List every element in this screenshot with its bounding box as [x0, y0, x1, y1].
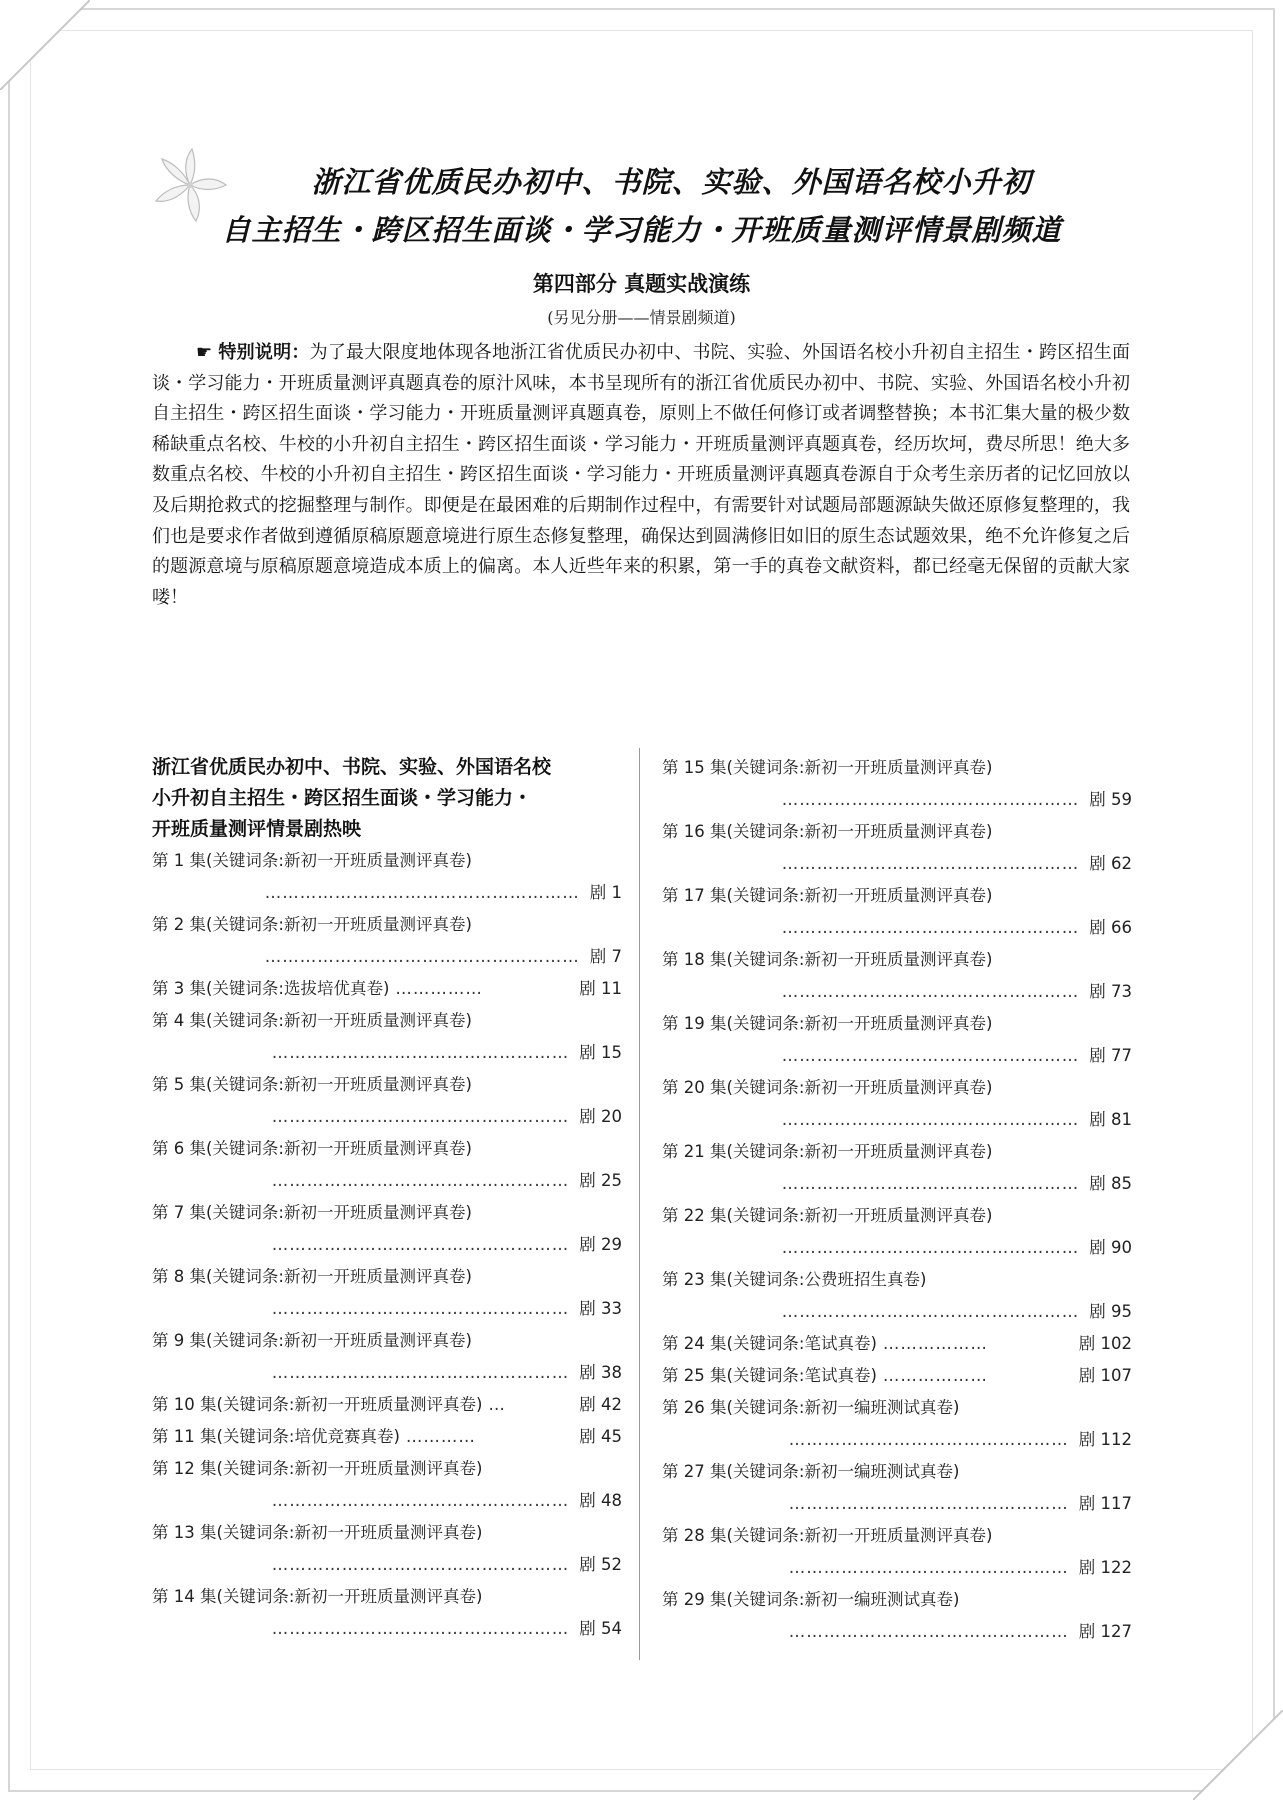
toc-entry-leader-line — [662, 1168, 1132, 1200]
toc-entry-page: 剧 29 — [579, 1235, 622, 1254]
toc-left-column — [152, 752, 622, 1645]
toc-entry[interactable] — [152, 1325, 622, 1389]
toc-entry-leader-line — [152, 1485, 622, 1517]
toc-entry-label: 第 9 集(关键词条:新初一开班质量测评真卷) — [152, 1331, 472, 1350]
toc-entry-leader: …………………………………………… — [271, 1107, 570, 1126]
toc-entry-label: 第 11 集(关键词条:培优竞赛真卷) — [152, 1427, 400, 1446]
toc-entry[interactable] — [662, 1200, 1132, 1264]
toc-entry-leader-line — [152, 1037, 622, 1069]
toc-entry[interactable] — [152, 1421, 622, 1453]
toc-entry-leader: …………………………………………… — [271, 1235, 570, 1254]
main-title-line-2: 自主招生・跨区招生面谈・学习能力・开班质量测评情景剧频道 — [221, 213, 1062, 247]
toc-entry-leader: …………………………………………… — [271, 1555, 570, 1574]
toc-entry-page: 剧 127 — [1078, 1622, 1132, 1641]
toc-entry-leader: …………………………………………… — [781, 854, 1080, 873]
toc-entry-leader: ……………… — [882, 1366, 988, 1385]
toc-entry-label: 第 27 集(关键词条:新初一编班测试真卷) — [662, 1462, 960, 1481]
toc-entry-leader-line — [152, 1357, 622, 1389]
toc-entry[interactable] — [662, 944, 1132, 1008]
toc-entry-page: 剧 54 — [579, 1619, 622, 1638]
toc-entry-leader-line — [662, 1104, 1132, 1136]
toc-entry-page: 剧 81 — [1089, 1110, 1132, 1129]
pointing-hand-icon: ☛ — [196, 342, 213, 363]
toc-entry[interactable] — [662, 1136, 1132, 1200]
toc-entry-page: 剧 73 — [1089, 982, 1132, 1001]
toc-entry-leader: ……………………………………………… — [264, 947, 580, 966]
toc-entry-label: 第 19 集(关键词条:新初一开班质量测评真卷) — [662, 1014, 993, 1033]
section-subheading: (另见分册——情景剧频道) — [547, 308, 736, 327]
toc-entry-label: 第 18 集(关键词条:新初一开班质量测评真卷) — [662, 950, 993, 969]
toc-entry-label: 第 10 集(关键词条:新初一开班质量测评真卷) — [152, 1395, 483, 1414]
toc-title-line-2: 小升初自主招生・跨区招生面谈・学习能力・ — [152, 787, 533, 809]
toc-entry[interactable] — [662, 1264, 1132, 1328]
toc-entry-leader-line — [662, 1552, 1132, 1584]
toc-entry-leader: ……………………………………………… — [264, 883, 580, 902]
toc-entry-label: 第 1 集(关键词条:新初一开班质量测评真卷) — [152, 851, 472, 870]
toc-entry-leader: …………………………………………… — [271, 1491, 570, 1510]
toc-left-list — [152, 845, 622, 1645]
toc-entry-leader-line — [662, 1424, 1132, 1456]
toc-entry-page: 剧 59 — [1089, 790, 1132, 809]
toc-entry-leader-line — [662, 1232, 1132, 1264]
toc-entry[interactable] — [662, 880, 1132, 944]
toc-entry-label: 第 23 集(关键词条:公费班招生真卷) — [662, 1270, 927, 1289]
toc-entry[interactable] — [152, 1517, 622, 1581]
toc-title-line-3: 开班质量测评情景剧热映 — [152, 818, 362, 840]
toc-entry[interactable] — [662, 1456, 1132, 1520]
toc-entry[interactable] — [152, 973, 622, 1005]
toc-entry-leader: …………………………………………… — [781, 918, 1080, 937]
toc-entry-leader: …………………………………………… — [781, 1110, 1080, 1129]
toc-entry-label: 第 24 集(关键词条:笔试真卷) — [662, 1334, 877, 1353]
toc-entry-leader: …………………………………………… — [781, 790, 1080, 809]
note-lead: 特别说明： — [218, 342, 310, 363]
toc-entry-page: 剧 112 — [1078, 1430, 1132, 1449]
toc-entry-leader: … — [488, 1395, 506, 1414]
toc-entry-label: 第 12 集(关键词条:新初一开班质量测评真卷) — [152, 1459, 483, 1478]
note-body: 为了最大限度地体现各地浙江省优质民办初中、书院、实验、外国语名校小升初自主招生・跨区招生面谈・学习能力・开班质量测评真题真卷的原汁风味，本书呈现所有的浙江省优质民办初中、书院、实验、外国语名校小升初自主招生・跨区招生面谈・学习能力・开班质量测评真题真卷，原则上不做任何修订或者调整替换；本书汇集大量的极少数稀缺重点名校、牛校的小升初自主招生・跨区招生面谈・学习能力・开班质量测评真题真卷，经历坎坷，费尽所思！绝大多数重点名校、牛校的小升初自主招生・跨区招生面谈・学习能力・开班质量测评真题真卷源自于众考生亲历者的记忆回放以及后期抢救式的挖掘整理与制作。即便是在最困难的后期制作过程中，有需要针对试题局部题源缺失做还原修复整理的，我们也是要求作者做到遵循原稿原题意境进行原生态修复整理，确保达到圆满修旧如旧的原生态试题效果，绝不允许修复之后的题源意境与原稿原题意境造成本质上的偏离。本人近些年来的积累，第一手的真卷文献资料，都已经毫无保留的贡献大家喽！ — [152, 342, 1131, 608]
toc-entry-label: 第 6 集(关键词条:新初一开班质量测评真卷) — [152, 1139, 472, 1158]
toc-entry-leader-line — [152, 1101, 622, 1133]
toc-entry-leader-line — [662, 912, 1132, 944]
toc-right-list — [662, 752, 1132, 1648]
toc-entry-page: 剧 38 — [579, 1363, 622, 1382]
toc-entry-page: 剧 45 — [579, 1427, 622, 1446]
toc-entry[interactable] — [152, 1197, 622, 1261]
toc-entry-leader-line — [662, 976, 1132, 1008]
toc-entry-page: 剧 33 — [579, 1299, 622, 1318]
toc-entry-label: 第 14 集(关键词条:新初一开班质量测评真卷) — [152, 1587, 483, 1606]
column-divider — [639, 748, 640, 1660]
toc-entry[interactable] — [662, 1360, 1132, 1392]
toc-entry[interactable] — [152, 1005, 622, 1069]
toc-entry[interactable] — [152, 909, 622, 973]
toc-entry-page: 剧 52 — [579, 1555, 622, 1574]
toc-entry-leader: ………………………………………… — [788, 1622, 1069, 1641]
toc-entry-leader-line — [662, 784, 1132, 816]
toc-entry-page: 剧 7 — [589, 947, 622, 966]
toc-entry-label: 第 8 集(关键词条:新初一开班质量测评真卷) — [152, 1267, 472, 1286]
toc-entry-page: 剧 117 — [1078, 1494, 1132, 1513]
toc-entry-page: 剧 62 — [1089, 854, 1132, 873]
toc-entry-leader: …………… — [395, 979, 483, 998]
toc-entry-label: 第 15 集(关键词条:新初一开班质量测评真卷) — [662, 758, 993, 777]
toc-entry[interactable] — [152, 1581, 622, 1645]
toc-title-line-1: 浙江省优质民办初中、书院、实验、外国语名校 — [152, 756, 552, 778]
toc-entry-label: 第 26 集(关键词条:新初一编班测试真卷) — [662, 1398, 960, 1417]
toc-entry-page: 剧 1 — [589, 883, 622, 902]
toc-entry-label: 第 4 集(关键词条:新初一开班质量测评真卷) — [152, 1011, 472, 1030]
toc-entry[interactable] — [152, 1069, 622, 1133]
toc-entry-page: 剧 90 — [1089, 1238, 1132, 1257]
toc-entry-page: 剧 77 — [1089, 1046, 1132, 1065]
toc-entry[interactable] — [662, 1520, 1132, 1584]
toc-entry[interactable] — [152, 845, 622, 909]
toc-entry-leader: …………………………………………… — [271, 1619, 570, 1638]
toc-entry-label: 第 16 集(关键词条:新初一开班质量测评真卷) — [662, 822, 993, 841]
toc-entry-page: 剧 85 — [1089, 1174, 1132, 1193]
toc-entry-leader-line — [152, 1165, 622, 1197]
toc-entry-page: 剧 25 — [579, 1171, 622, 1190]
toc-entry-leader-line — [152, 941, 622, 973]
toc-entry-leader-line — [662, 1040, 1132, 1072]
toc-entry-leader: ………………………………………… — [788, 1430, 1069, 1449]
toc-entry-leader-line — [662, 1616, 1132, 1648]
toc-entry[interactable] — [152, 1453, 622, 1517]
toc-entry-leader-line — [152, 877, 622, 909]
toc-entry-leader: …………………………………………… — [271, 1171, 570, 1190]
toc-entry[interactable] — [662, 1072, 1132, 1136]
toc-entry-leader: …………………………………………… — [781, 1174, 1080, 1193]
toc-entry-leader: …………………………………………… — [271, 1363, 570, 1382]
toc-entry[interactable] — [662, 752, 1132, 816]
toc-entry[interactable] — [662, 1392, 1132, 1456]
toc-entry[interactable] — [662, 1584, 1132, 1648]
toc-entry-page: 剧 15 — [579, 1043, 622, 1062]
toc-entry-page: 剧 20 — [579, 1107, 622, 1126]
toc-entry-leader-line — [662, 1488, 1132, 1520]
toc-entry-page: 剧 95 — [1089, 1302, 1132, 1321]
toc-entry-label: 第 3 集(关键词条:选拔培优真卷) — [152, 979, 390, 998]
toc-entry-leader: …………………………………………… — [781, 1238, 1080, 1257]
toc-entry-leader: …………………………………………… — [781, 1046, 1080, 1065]
toc-entry-leader: ………………………………………… — [788, 1494, 1069, 1513]
toc-entry-label: 第 21 集(关键词条:新初一开班质量测评真卷) — [662, 1142, 993, 1161]
section-heading: 第四部分 真题实战演练 — [532, 272, 751, 296]
folded-corner-bottom-right-icon — [1193, 1710, 1283, 1800]
toc-entry-page: 剧 107 — [1078, 1366, 1132, 1385]
toc-entry-leader: ………… — [405, 1427, 476, 1446]
toc-entry-label: 第 20 集(关键词条:新初一开班质量测评真卷) — [662, 1078, 993, 1097]
toc-entry-label: 第 28 集(关键词条:新初一开班质量测评真卷) — [662, 1526, 993, 1545]
toc-entry-label: 第 29 集(关键词条:新初一编班测试真卷) — [662, 1590, 960, 1609]
toc-entry-leader: …………………………………………… — [271, 1299, 570, 1318]
toc-entry-leader-line — [152, 1549, 622, 1581]
toc-entry-page: 剧 48 — [579, 1491, 622, 1510]
toc-entry-label: 第 17 集(关键词条:新初一开班质量测评真卷) — [662, 886, 993, 905]
toc-entry-page: 剧 102 — [1078, 1334, 1132, 1353]
toc-entry-page: 剧 66 — [1089, 918, 1132, 937]
toc-entry[interactable] — [662, 816, 1132, 880]
toc-right-column — [662, 752, 1132, 1648]
toc-entry-label: 第 5 集(关键词条:新初一开班质量测评真卷) — [152, 1075, 472, 1094]
toc-entry-label: 第 13 集(关键词条:新初一开班质量测评真卷) — [152, 1523, 483, 1542]
folded-corner-top-left-icon — [0, 0, 90, 90]
toc-entry[interactable] — [152, 1389, 622, 1421]
toc-entry-leader-line — [662, 848, 1132, 880]
toc-entry-leader-line — [152, 1229, 622, 1261]
toc-entry-page: 剧 11 — [579, 979, 622, 998]
toc-entry[interactable] — [662, 1328, 1132, 1360]
main-title-line-1: 浙江省优质民办初中、书院、实验、外国语名校小升初 — [311, 165, 1032, 199]
toc-entry-leader-line — [662, 1296, 1132, 1328]
toc-entry-label: 第 7 集(关键词条:新初一开班质量测评真卷) — [152, 1203, 472, 1222]
toc-entry-page: 剧 122 — [1078, 1558, 1132, 1577]
special-note-paragraph — [152, 338, 1130, 613]
toc-entry-leader: …………………………………………… — [271, 1043, 570, 1062]
toc-entry-leader-line — [152, 1613, 622, 1645]
toc-entry-page: 剧 42 — [579, 1395, 622, 1414]
toc-entry-leader: ……………… — [882, 1334, 988, 1353]
toc-entry-leader: …………………………………………… — [781, 982, 1080, 1001]
toc-entry-label: 第 2 集(关键词条:新初一开班质量测评真卷) — [152, 915, 472, 934]
toc-entry-leader: …………………………………………… — [781, 1302, 1080, 1321]
toc-entry[interactable] — [152, 1261, 622, 1325]
toc-entry-leader: ………………………………………… — [788, 1558, 1069, 1577]
toc-entry-label: 第 25 集(关键词条:笔试真卷) — [662, 1366, 877, 1385]
toc-entry-leader-line — [152, 1293, 622, 1325]
toc-entry-label: 第 22 集(关键词条:新初一开班质量测评真卷) — [662, 1206, 993, 1225]
toc-entry[interactable] — [662, 1008, 1132, 1072]
toc-entry[interactable] — [152, 1133, 622, 1197]
